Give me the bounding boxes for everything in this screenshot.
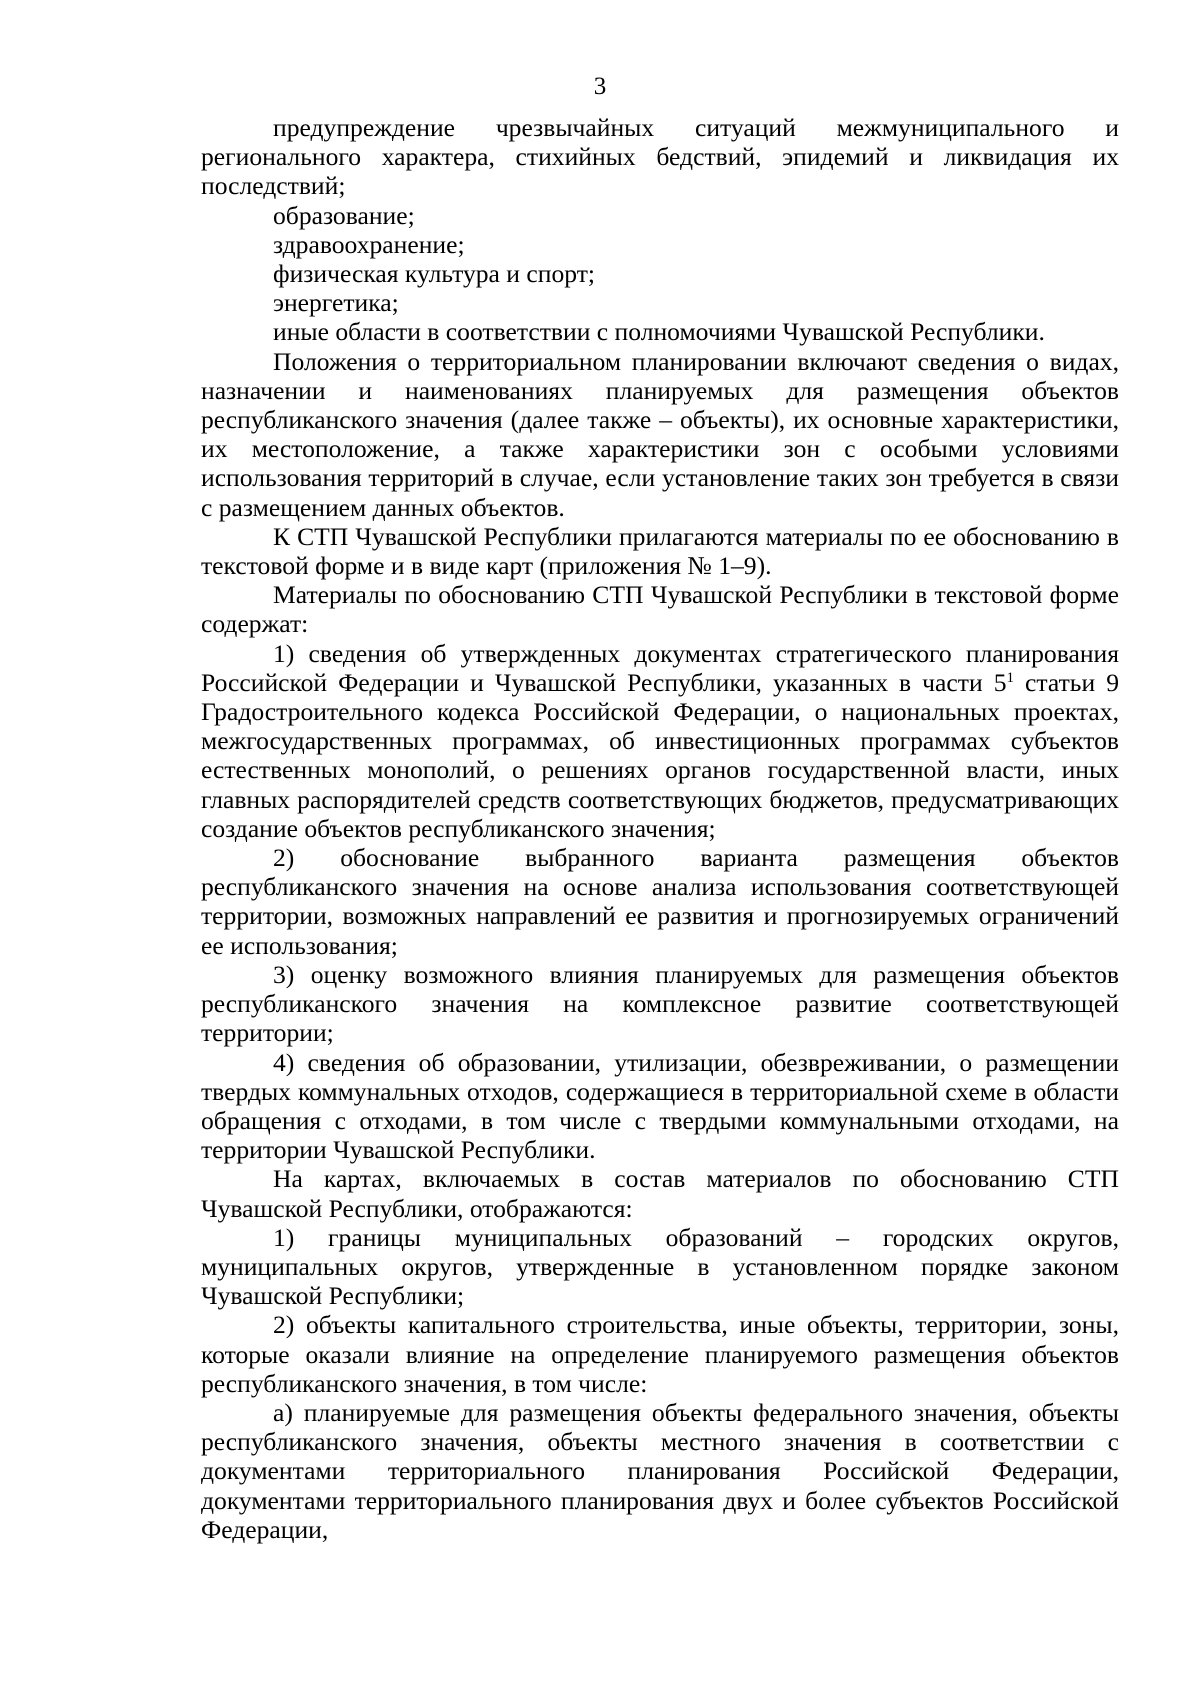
paragraph: 3) оценку возможного влияния планируемых для размещения объектов республиканского значения на комплексное развитие соответствующей территории; xyxy=(201,959,1119,1048)
list-item: энергетика; xyxy=(273,288,399,318)
list-item: иные области в соответствии с полномочиями Чувашской Республики. xyxy=(273,317,1045,347)
document-body xyxy=(201,113,1119,1544)
paragraph: Материалы по обоснованию СТП Чувашской Республики в текстовой форме содержат: xyxy=(201,580,1119,639)
paragraph: предупреждение чрезвычайных ситуаций межмуниципального и регионального характера, стихийных бедствий, эпидемий и ликвидация их последствий; xyxy=(201,113,1119,201)
list-item: здравоохранение; xyxy=(273,229,465,259)
paragraph-text-after: статьи 9 Градостроительного кодекса Российской Федерации, о национальных проектах, межгосударственных программах, об инвестиционных программах субъектов естественных монополий, о решениях органов государственной власти, иных главных распорядителей средств соответствующих бюджетов, предусматривающих создание объектов республиканского значения; xyxy=(201,667,1119,843)
superscript: 1 xyxy=(1006,669,1014,686)
paragraph: 2) обоснование выбранного варианта размещения объектов республиканского значения на основе анализа использования соответствующей территории, возможных направлений ее развития и прогнозируемых ограничений ее использования; xyxy=(201,843,1119,960)
paragraph-text-before: 1) сведения об утвержденных документах стратегического планирования Российской Федерации и Чувашской Республики, указанных в части 5 xyxy=(201,638,1119,697)
paragraph: К СТП Чувашской Республики прилагаются материалы по ее обоснованию в текстовой форме и в виде карт (приложения № 1–9). xyxy=(201,521,1119,581)
paragraph: 1) границы муниципальных образований – городских округов, муниципальных округов, утвержденные в установленном порядке законом Чувашской Республики; xyxy=(201,1222,1119,1311)
page-number: 3 xyxy=(593,73,607,100)
paragraph: 4) сведения об образовании, утилизации, обезвреживании, о размещении твердых коммунальных отходов, содержащиеся в территориальной схеме в области обращения с отходами, в том числе с твердыми коммунальными отходами, на территории Чувашской Республики. xyxy=(201,1047,1119,1165)
list-item: образование; xyxy=(273,200,415,230)
paragraph: 2) объекты капитального строительства, иные объекты, территории, зоны, которые оказали влияние на определение планируемого размещения объектов республиканского значения, в том числе: xyxy=(201,1310,1119,1398)
paragraph xyxy=(201,639,1119,843)
list-item: физическая культура и спорт; xyxy=(273,259,596,289)
paragraph: На картах, включаемых в состав материалов по обоснованию СТП Чувашской Республики, отображаются: xyxy=(201,1164,1119,1223)
paragraph: а) планируемые для размещения объекты федерального значения, объекты республиканского значения, объекты местного значения в соответствии с документами территориального планирования Российской Федерации, документами территориального планирования двух и более субъектов Российской Федерации, xyxy=(201,1397,1119,1544)
paragraph: Положения о территориальном планировании включают сведения о видах, назначении и наименованиях планируемых для размещения объектов республиканского значения (далее также – объекты), их основные характеристики, их местоположение, а также характеристики зон с особыми условиями использования территорий в случае, если установление таких зон требуется в связи с размещением данных объектов. xyxy=(201,346,1119,522)
